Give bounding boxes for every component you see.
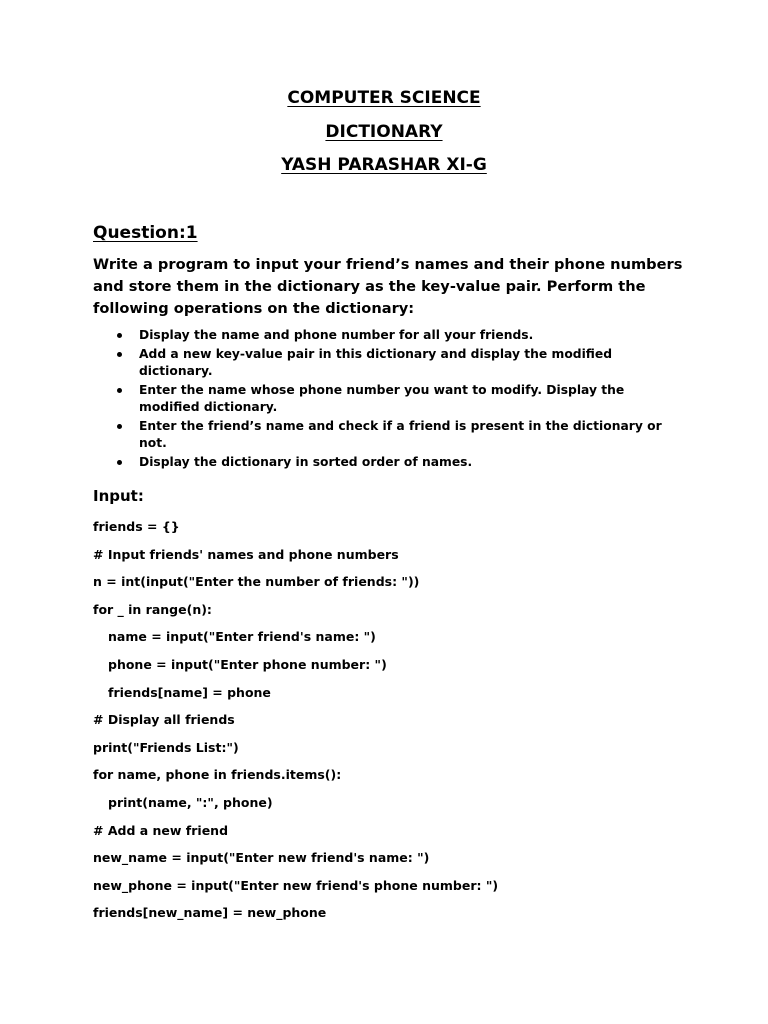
operation-text: Enter the name whose phone number you want to modify. Display the modified dictionary. [139,383,625,414]
code-block [93,517,693,931]
code-line: print(name, ":", phone) [108,794,273,810]
input-heading: Input: [93,487,144,505]
code-line: friends[name] = phone [108,684,271,700]
operation-item [93,382,668,416]
subject-title: COMPUTER SCIENCE [287,88,481,108]
bullet-icon [117,333,122,338]
operation-item [93,327,668,344]
code-line: friends = {} [93,519,180,534]
bullet-icon [117,460,122,465]
code-line: # Add a new friend [93,822,229,838]
operation-item [93,418,668,452]
operation-item [93,454,668,471]
code-line: name = input("Enter friend's name: ") [108,629,376,645]
student-title: YASH PARASHAR XI-G [281,155,487,175]
topic-title: DICTIONARY [325,122,443,142]
question-heading: Question:1 [93,223,198,243]
code-line: # Display all friends [93,712,235,728]
bullet-icon [117,424,122,429]
question-text: Write a program to input your friend’s names and their phone numbers and store them in the dictionary as the key-value pair. Perform the following operations on the dictionary: [93,256,683,317]
bullet-icon [117,388,122,393]
operations-list [93,327,668,473]
code-line: # Input friends' names and phone numbers [93,546,399,562]
code-line: print("Friends List:") [93,739,239,755]
operation-item [93,346,668,380]
code-line: friends[new_name] = new_phone [93,905,327,921]
code-line: new_name = input("Enter new friend's name: ") [93,850,430,866]
operation-text: Display the dictionary in sorted order of names. [139,455,473,469]
operation-text: Add a new key-value pair in this dictionary and display the modified dictionary. [139,347,613,378]
code-line: n = int(input("Enter the number of friends: ")) [93,574,420,590]
operation-text: Enter the friend’s name and check if a friend is present in the dictionary or not. [139,419,662,450]
operation-text: Display the name and phone number for all your friends. [139,328,534,342]
code-line: for name, phone in friends.items(): [93,767,342,783]
code-line: new_phone = input("Enter new friend's phone number: ") [93,877,499,893]
code-line: phone = input("Enter phone number: ") [108,656,387,672]
bullet-icon [117,352,122,357]
code-line: for _ in range(n): [93,601,212,617]
